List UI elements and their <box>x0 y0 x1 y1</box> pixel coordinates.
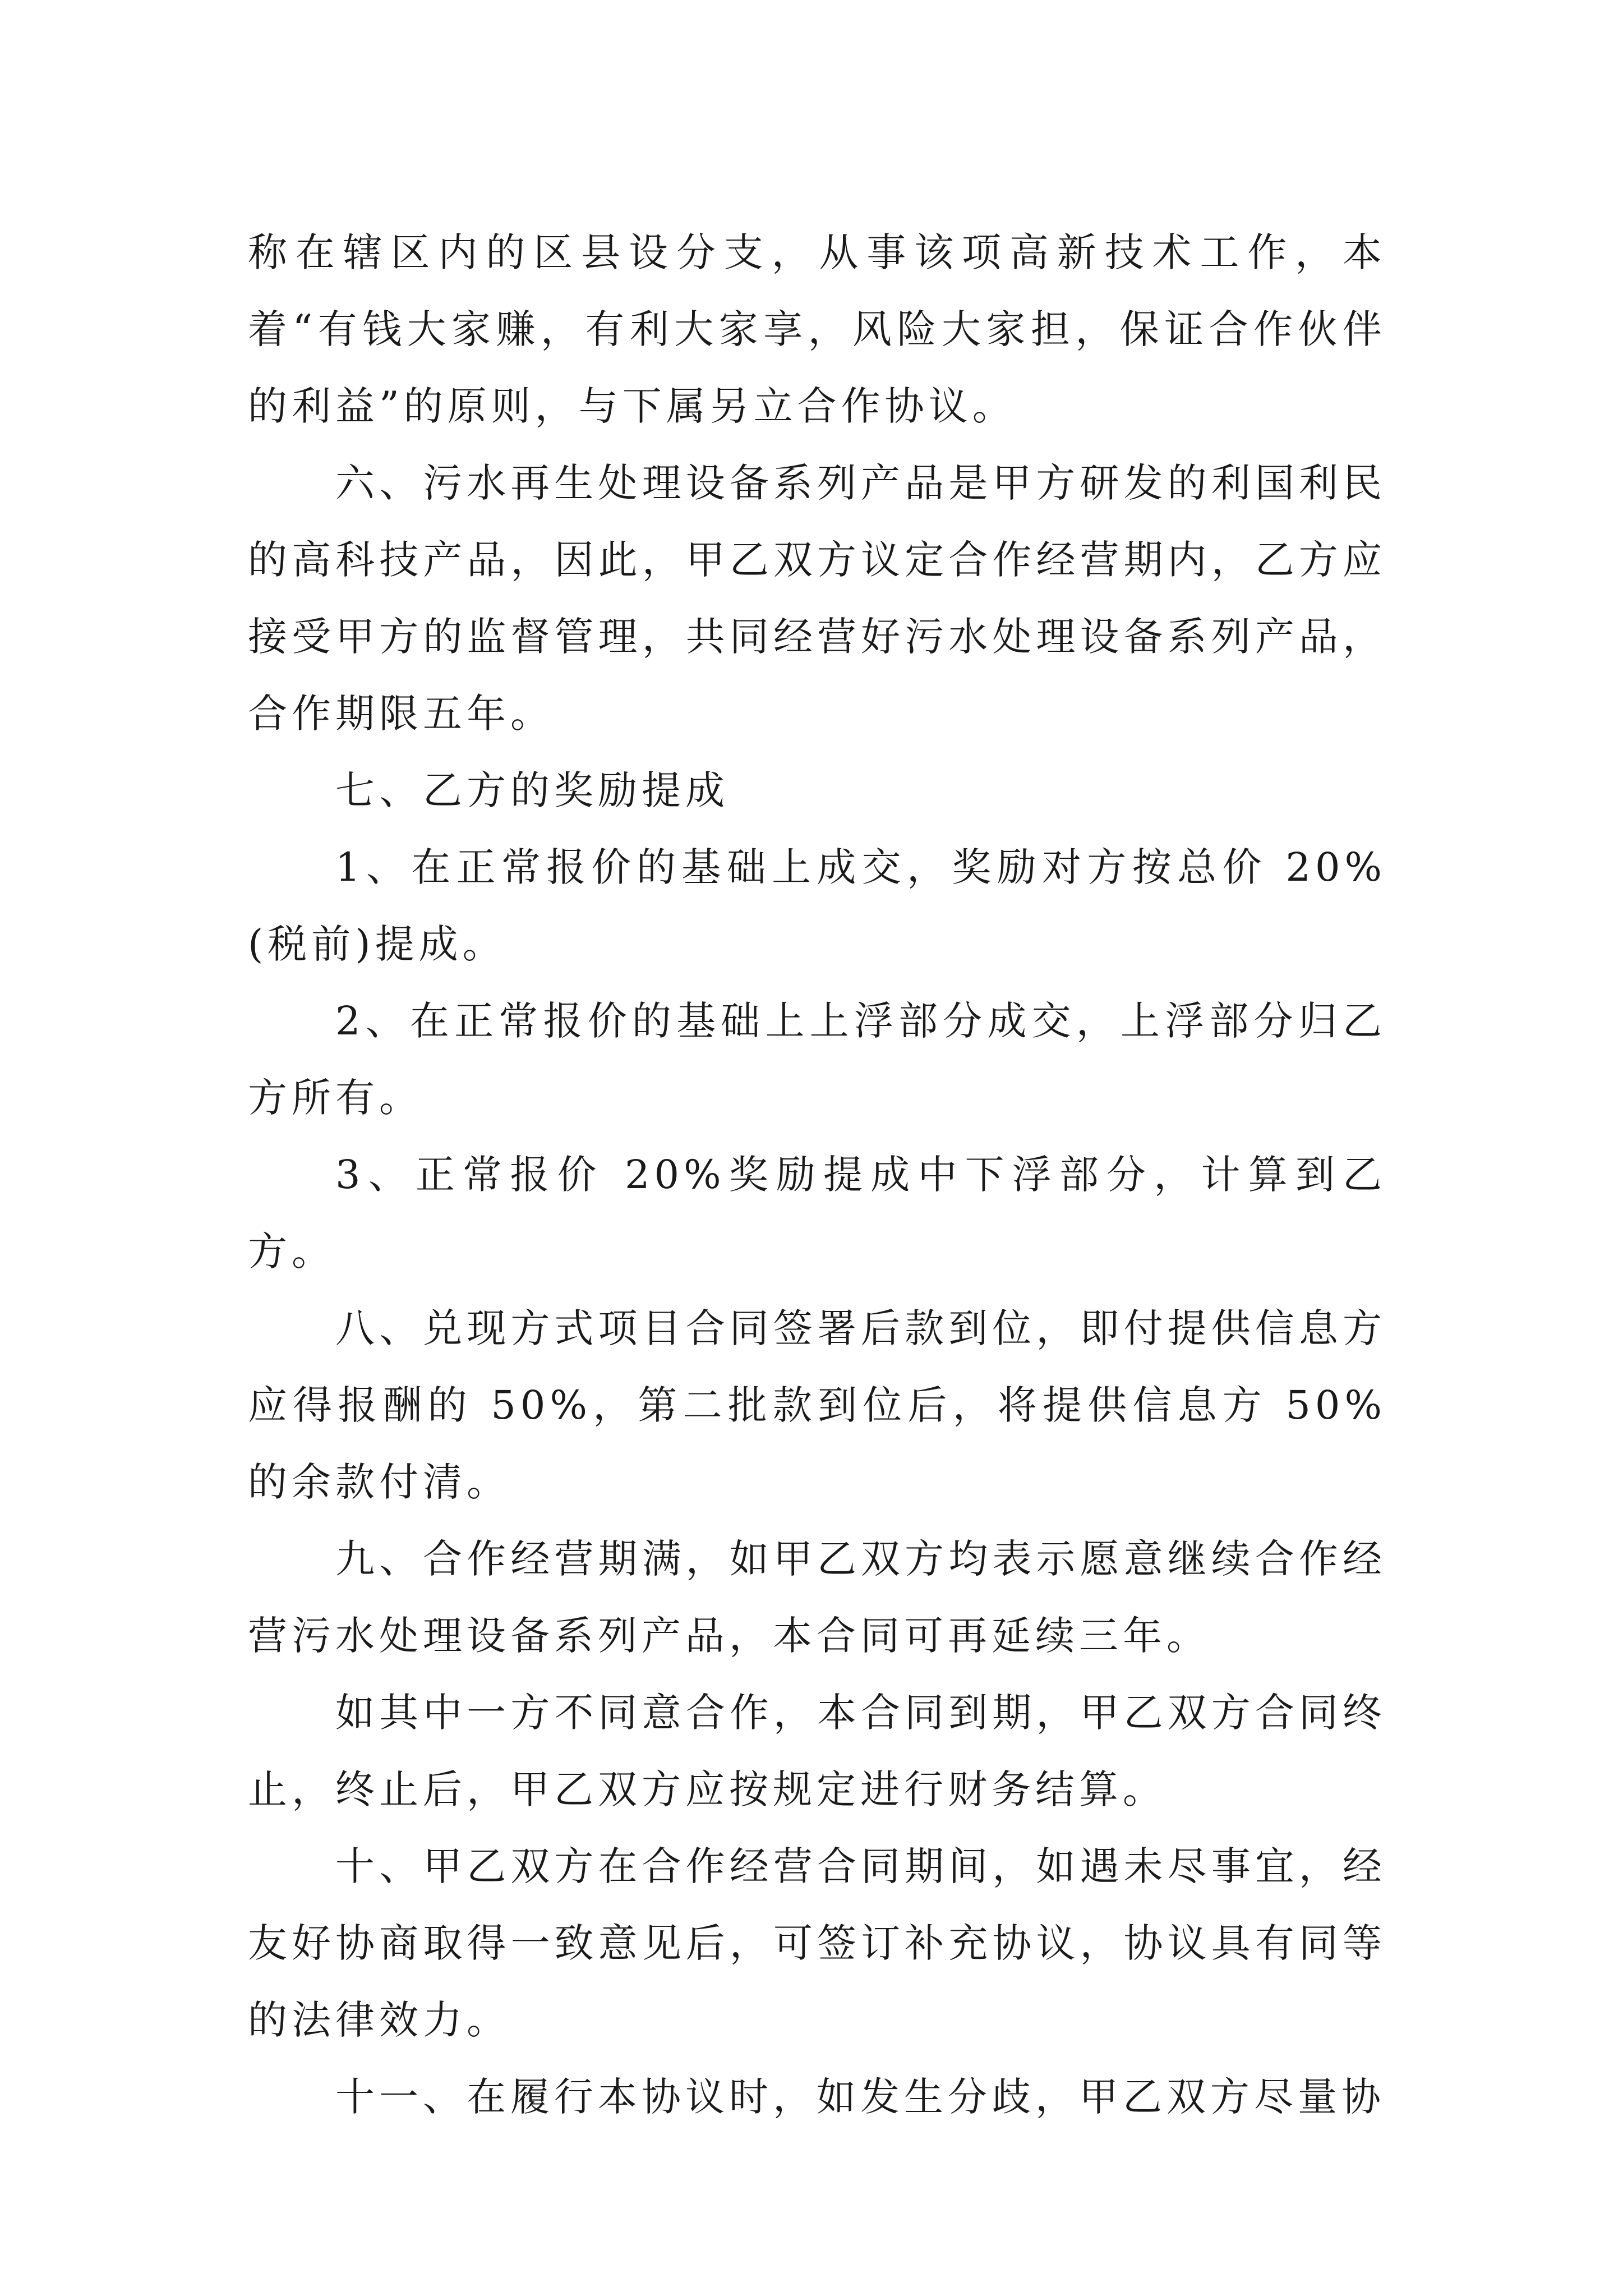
paragraph-clause-6: 六、污水再生处理设备系列产品是甲方研发的利国利民的高科技产品，因此，甲乙双方议定合作经营期内，乙方应接受甲方的监督管理，共同经营好污水处理设备系列产品，合作期限五年。 <box>248 460 1386 737</box>
paragraph-clause-7-item-3: 3、正常报价 20%奖励提成中下浮部分，计算到乙方。 <box>248 1152 1386 1274</box>
document-body <box>248 214 1386 2136</box>
paragraph-clause-11: 十一、在履行本协议时，如发生分歧，甲乙双方尽量协 <box>335 2074 1385 2120</box>
paragraph-clause-10: 十、甲乙双方在合作经营合同期间，如遇未尽事宜，经友好协商取得一致意见后，可签订补充协议，协议具有同等的法律效力。 <box>248 1843 1386 2043</box>
paragraph-clause-9-continued: 如其中一方不同意合作，本合同到期，甲乙双方合同终止，终止后，甲乙双方应按规定进行财务结算。 <box>248 1690 1386 1812</box>
paragraph-clause-9: 九、合作经营期满，如甲乙双方均表示愿意继续合作经营污水处理设备系列产品，本合同可再延续三年。 <box>248 1536 1386 1659</box>
paragraph-clause-7-item-2: 2、在正常报价的基础上上浮部分成交，上浮部分归乙方所有。 <box>248 998 1386 1121</box>
paragraph-clause-7-heading: 七、乙方的奖励提成 <box>335 767 729 813</box>
paragraph-clause-7-item-1: 1、在正常报价的基础上成交，奖励对方按总价 20%(税前)提成。 <box>248 844 1386 967</box>
paragraph-clause-8: 八、兑现方式项目合同签署后款到位，即付提供信息方应得报酬的 50%，第二批款到位后，将提供信息方 50%的余款付清。 <box>248 1305 1386 1505</box>
paragraph-continuation: 称在辖区内的区县设分支，从事该项高新技术工作，本着“有钱大家赚，有利大家享，风险大家担，保证合作伙伴的利益”的原则，与下属另立合作协议。 <box>248 229 1386 429</box>
